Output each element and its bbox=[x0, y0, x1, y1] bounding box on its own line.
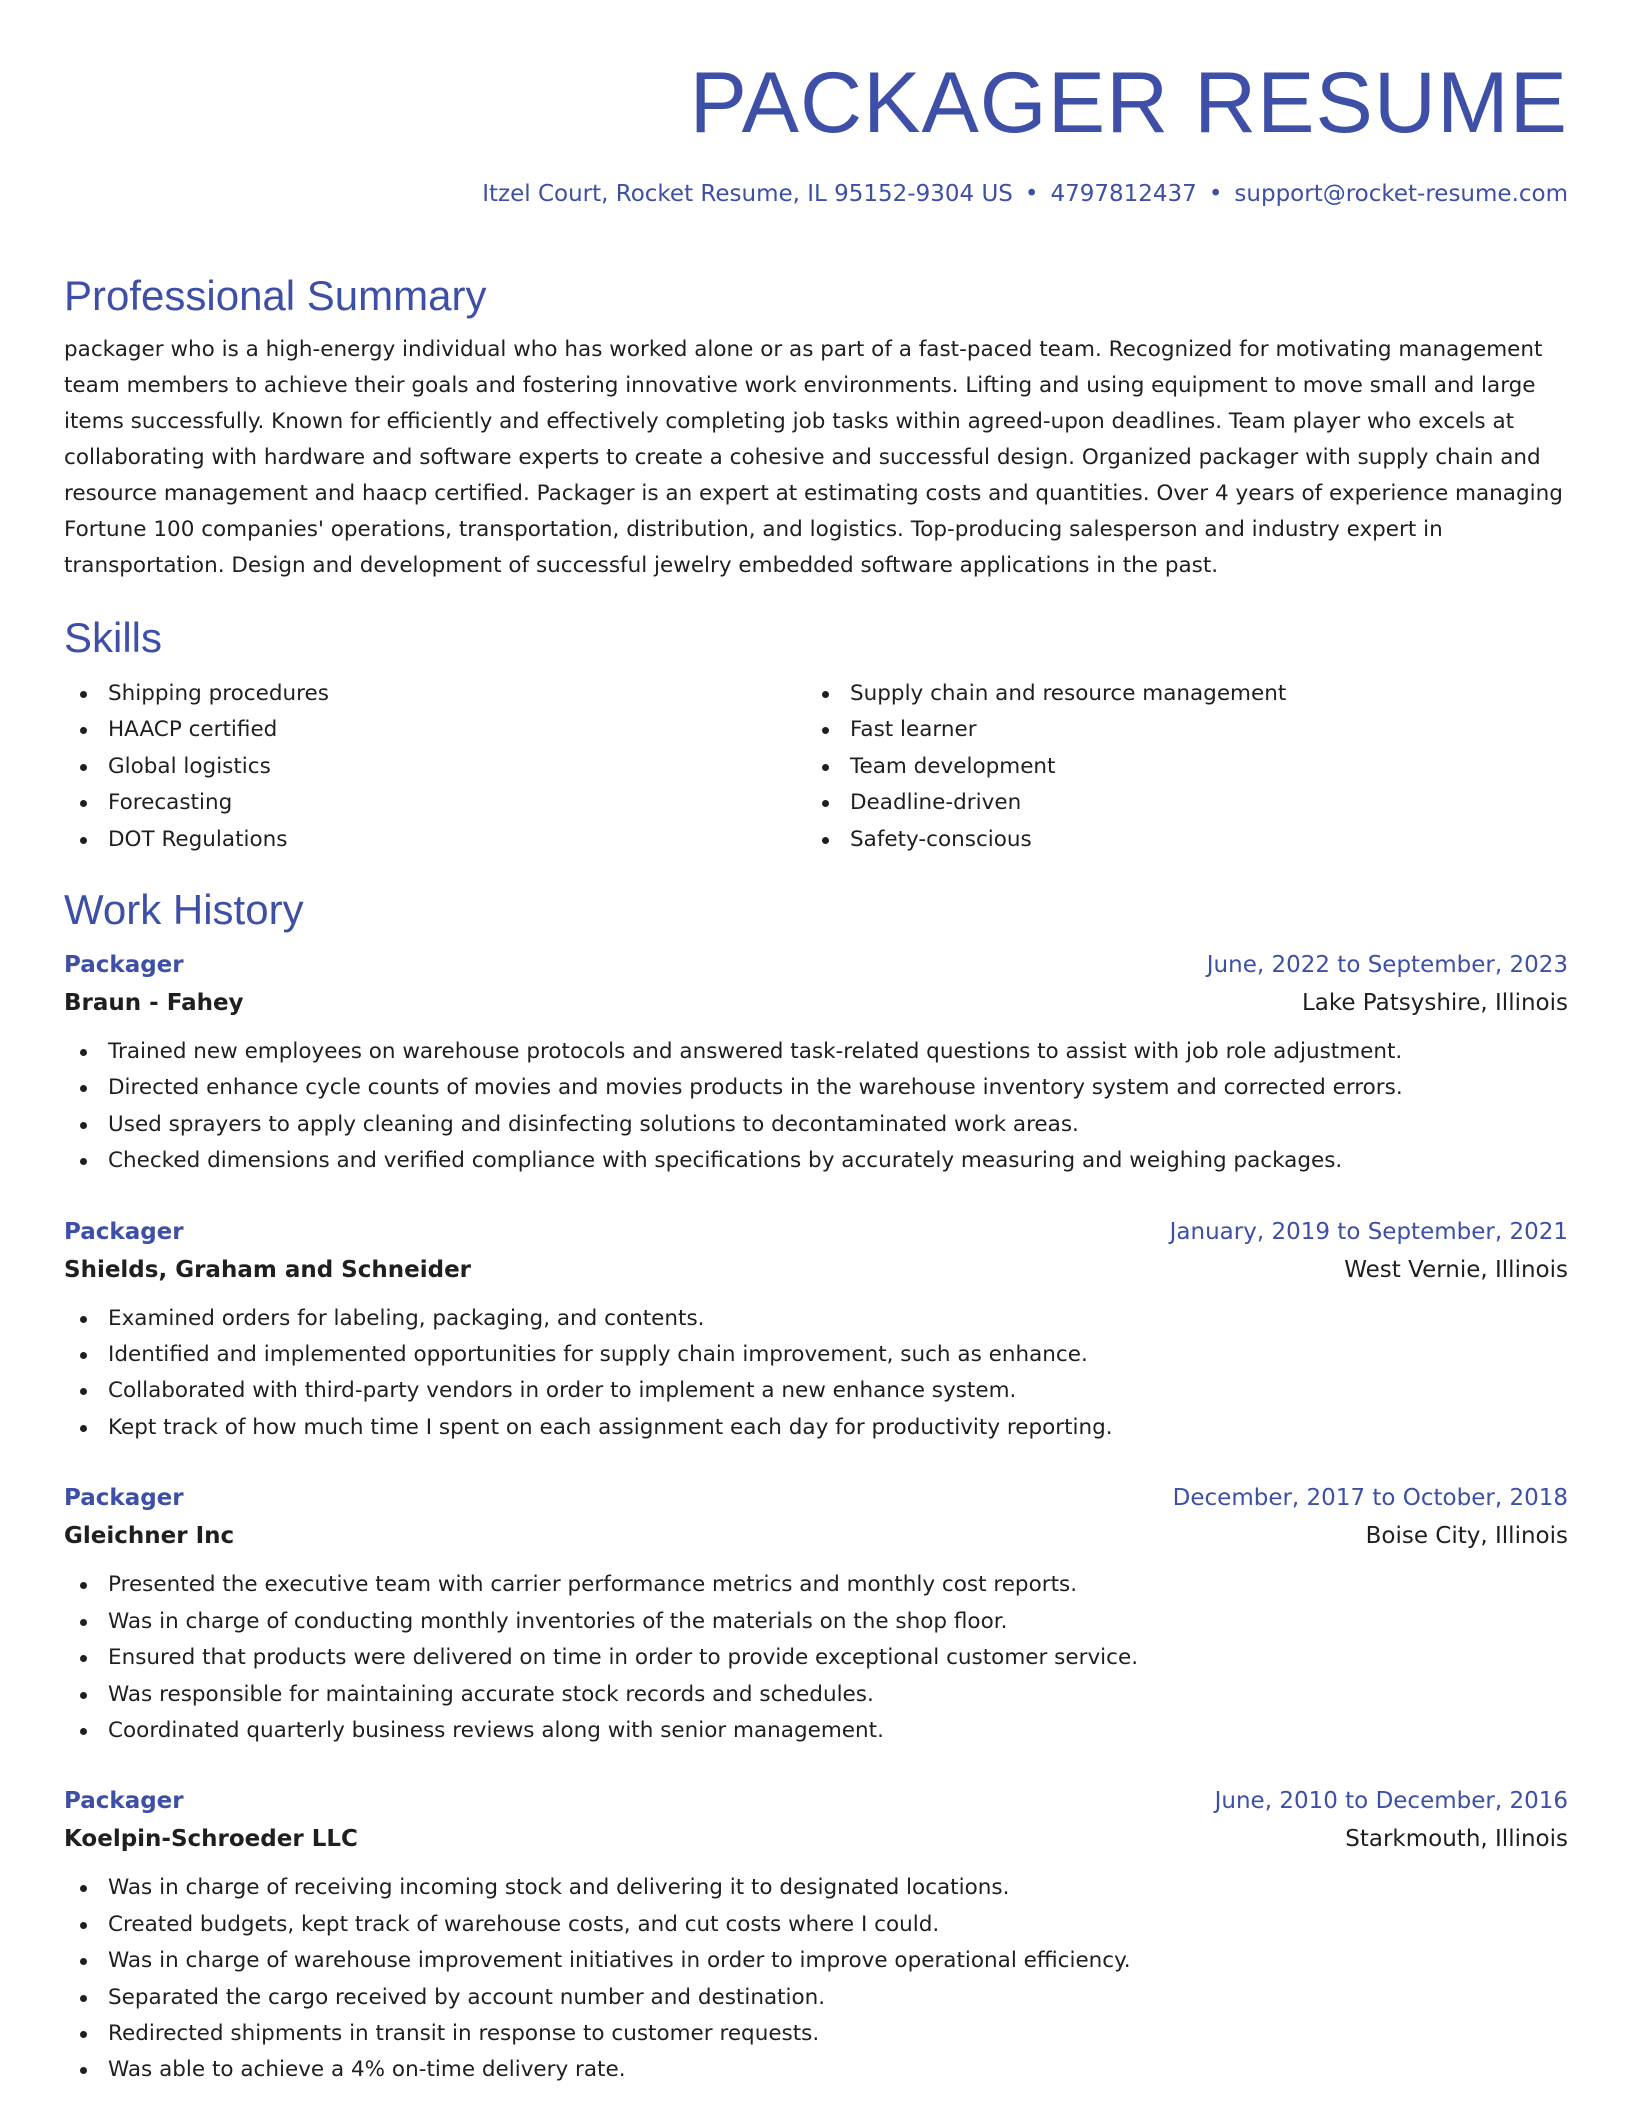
job-location: Starkmouth, Illinois bbox=[1345, 1826, 1568, 1853]
job-duty: Was in charge of warehouse improvement initiatives in order to improve operational efficiency. bbox=[64, 1943, 1568, 1979]
job-header bbox=[64, 1479, 1568, 1517]
job-dates: December, 2017 to October, 2018 bbox=[1172, 1485, 1568, 1512]
contact-line bbox=[64, 178, 1568, 210]
skills-heading: Skills bbox=[64, 614, 163, 661]
job-duty: Kept track of how much time I spent on each assignment each day for productivity reporting. bbox=[64, 1410, 1568, 1446]
job-duty: Used sprayers to apply cleaning and disinfecting solutions to decontaminated work areas. bbox=[64, 1107, 1568, 1143]
job-title: Packager bbox=[64, 1218, 184, 1245]
job-location: West Vernie, Illinois bbox=[1344, 1256, 1568, 1283]
job-header bbox=[64, 946, 1568, 984]
job-duty: Checked dimensions and verified compliance with specifications by accurately measuring and weighing packages. bbox=[64, 1143, 1568, 1179]
job-employer-row bbox=[64, 1517, 1568, 1555]
contact-separator: • bbox=[1024, 181, 1039, 207]
job-dates: June, 2010 to December, 2016 bbox=[1214, 1788, 1568, 1815]
job-dates: June, 2022 to September, 2023 bbox=[1206, 952, 1568, 979]
job-duty: Redirected shipments in transit in response to customer requests. bbox=[64, 2016, 1568, 2052]
job-location: Lake Patsyshire, Illinois bbox=[1301, 990, 1568, 1017]
job-duty: Examined orders for labeling, packaging, and contents. bbox=[64, 1301, 1568, 1337]
job-title: Packager bbox=[64, 1485, 184, 1512]
job-employer-row bbox=[64, 1820, 1568, 1858]
skill-item: Shipping procedures bbox=[64, 676, 806, 712]
skill-item: Deadline-driven bbox=[806, 785, 1548, 821]
job-dates: January, 2019 to September, 2021 bbox=[1169, 1218, 1568, 1245]
job-duty: Presented the executive team with carrier performance metrics and monthly cost reports. bbox=[64, 1567, 1568, 1603]
job-entry bbox=[64, 1213, 1568, 1447]
work-history-heading: Work History bbox=[64, 886, 304, 934]
job-duty: Trained new employees on warehouse protocols and answered task-related questions to assist with job role adjustment. bbox=[64, 1034, 1568, 1070]
job-duties bbox=[64, 1301, 1568, 1447]
skills-column-right bbox=[806, 676, 1548, 858]
job-entry bbox=[64, 946, 1568, 1180]
job-employer-row bbox=[64, 984, 1568, 1022]
job-title: Packager bbox=[64, 952, 184, 979]
job-header bbox=[64, 1782, 1568, 1820]
job-duties bbox=[64, 1034, 1568, 1180]
job-duty: Collaborated with third-party vendors in order to implement a new enhance system. bbox=[64, 1373, 1568, 1409]
skill-item: Safety-conscious bbox=[806, 822, 1548, 858]
job-duty: Identified and implemented opportunities for supply chain improvement, such as enhance. bbox=[64, 1337, 1568, 1373]
skill-item: DOT Regulations bbox=[64, 822, 806, 858]
job-duties bbox=[64, 1870, 1568, 2088]
contact-address: Itzel Court, Rocket Resume, IL 95152-9304 US bbox=[482, 181, 1013, 207]
contact-email: support@rocket-resume.com bbox=[1234, 181, 1568, 207]
job-duties bbox=[64, 1567, 1568, 1749]
summary-heading: Professional Summary bbox=[64, 272, 487, 319]
job-duty: Ensured that products were delivered on time in order to provide exceptional customer service. bbox=[64, 1640, 1568, 1676]
skill-item: Team development bbox=[806, 749, 1548, 785]
job-header bbox=[64, 1213, 1568, 1251]
skills-list bbox=[64, 676, 1568, 858]
skill-item: Fast learner bbox=[806, 712, 1548, 748]
job-entry bbox=[64, 1782, 1568, 2088]
job-duty: Coordinated quarterly business reviews along with senior management. bbox=[64, 1713, 1568, 1749]
job-company: Koelpin-Schroeder LLC bbox=[64, 1826, 358, 1853]
job-entry bbox=[64, 1479, 1568, 1749]
skill-item: Global logistics bbox=[64, 749, 806, 785]
contact-phone: 4797812437 bbox=[1050, 181, 1197, 207]
skill-item: Supply chain and resource management bbox=[806, 676, 1548, 712]
resume-title: PACKAGER RESUME bbox=[689, 55, 1568, 151]
job-duty: Was in charge of receiving incoming stock and delivering it to designated locations. bbox=[64, 1870, 1568, 1906]
job-location: Boise City, Illinois bbox=[1365, 1523, 1568, 1550]
job-company: Gleichner Inc bbox=[64, 1523, 235, 1550]
job-duty: Separated the cargo received by account number and destination. bbox=[64, 1980, 1568, 2016]
job-title: Packager bbox=[64, 1788, 184, 1815]
job-company: Braun - Fahey bbox=[64, 990, 244, 1017]
job-duty: Was responsible for maintaining accurate stock records and schedules. bbox=[64, 1677, 1568, 1713]
job-duty: Was able to achieve a 4% on-time delivery rate. bbox=[64, 2052, 1568, 2088]
skill-item: HAACP certified bbox=[64, 712, 806, 748]
summary-text: packager who is a high-energy individual who has worked alone or as part of a fast-paced team. Recognized for motivating management team members to achieve their goals and fostering innovative work environments. Lifting and using equipment to move small and large items successfully. Known for efficiently and effectively completing job tasks within agreed-upon deadlines. Team player who excels at collaborating with hardware and software experts to create a cohesive and successful design. Organized packager with supply chain and resource management and haacp certified. Packager is an expert at estimating costs and quantities. Over 4 years of experience managing Fortune 100 companies' operations, transportation, distribution, and logistics. Top-producing salesperson and industry expert in transportation. Design and development of successful jewelry embedded software applications in the past. bbox=[64, 337, 1563, 578]
skill-item: Forecasting bbox=[64, 785, 806, 821]
job-duty: Directed enhance cycle counts of movies and movies products in the warehouse inventory system and corrected errors. bbox=[64, 1070, 1568, 1106]
skills-column-left bbox=[64, 676, 806, 858]
job-company: Shields, Graham and Schneider bbox=[64, 1256, 472, 1283]
job-employer-row bbox=[64, 1251, 1568, 1289]
job-duty: Created budgets, kept track of warehouse costs, and cut costs where I could. bbox=[64, 1907, 1568, 1943]
contact-separator: • bbox=[1208, 181, 1223, 207]
job-duty: Was in charge of conducting monthly inventories of the materials on the shop floor. bbox=[64, 1604, 1568, 1640]
